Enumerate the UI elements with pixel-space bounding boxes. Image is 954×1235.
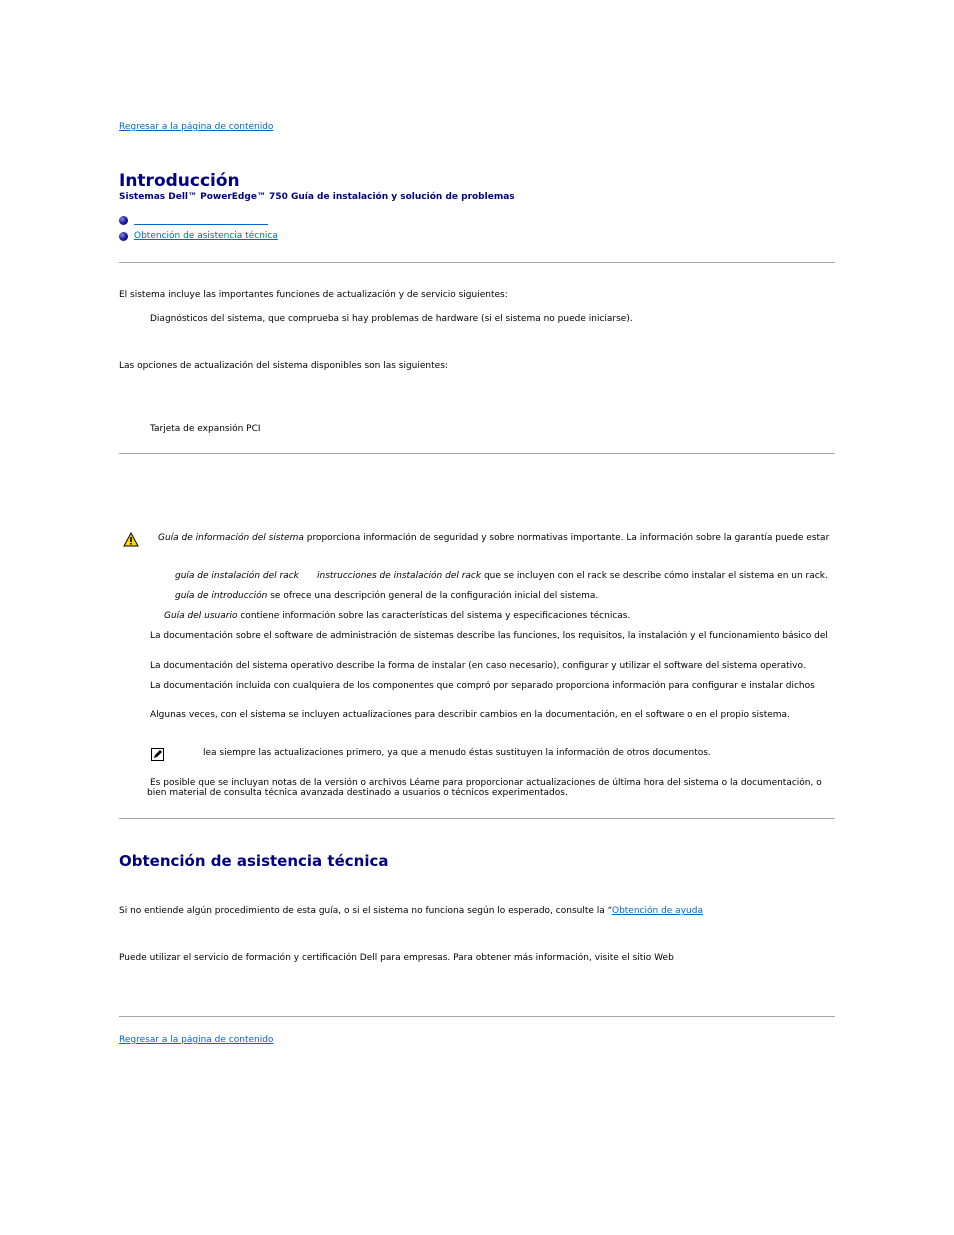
section-divider	[119, 818, 835, 819]
getting-help-link[interactable]: Obtención de ayuda	[611, 906, 703, 916]
doc-item-rack-cont: instrucciones de instalación del rack que se incluyen con el rack se describe cómo instalar el sistema en un rack.	[317, 571, 828, 581]
upgrade-list-item: Tarjeta de expansión PCI	[150, 424, 261, 434]
intro-list-item: Diagnósticos del sistema, que comprueba si hay problemas de hardware (si el sistema no puede iniciarse).	[150, 314, 633, 324]
back-to-contents-link-top[interactable]: Regresar a la página de contenido	[119, 122, 274, 132]
doc-item-getting-started: guía de introducción se ofrece una descripción general de la configuración inicial del sistema.	[175, 591, 599, 601]
readme-line-1: Es posible que se incluyan notas de la versión o archivos Léame para proporcionar actualizaciones de última hora del sistema o la documentación, o	[150, 778, 822, 788]
section-divider	[119, 453, 835, 454]
bullet-icon	[119, 216, 128, 225]
doc-item-rack: guía de instalación del rack	[175, 571, 299, 581]
support-paragraph: Si no entiende algún procedimiento de esta guía, o si el sistema no funciona según lo esperado, consulte la “Obtención de ayuda	[119, 906, 703, 916]
doc-item-components: La documentación incluida con cualquiera de los componentes que compró por separado proporciona información para configurar e instalar dichos	[150, 681, 815, 691]
page-title: Introducción	[119, 171, 240, 191]
caution-text: Guía de información del sistema proporciona información de seguridad y sobre normativas importante. La información sobre la garantía puede estar	[158, 533, 830, 543]
caution-icon	[123, 532, 139, 547]
doc-item-updates: Algunas veces, con el sistema se incluyen actualizaciones para describir cambios en la documentación, en el software o en el propio sistema.	[150, 710, 790, 720]
page-subtitle: Sistemas Dell™ PowerEdge™ 750 Guía de instalación y solución de problemas	[119, 192, 515, 202]
note-icon	[151, 748, 164, 761]
section-divider	[119, 262, 835, 263]
doc-item-os: La documentación del sistema operativo describe la forma de instalar (en caso necesario), configurar y utilizar el software del sistema operativo.	[150, 661, 806, 671]
readme-line-2: bien material de consulta técnica avanzada destinado a usuarios o técnicos experimentados.	[147, 788, 568, 798]
doc-item-management: La documentación sobre el software de administración de sistemas describe las funciones, los requisitos, la instalación y el funcionamiento básico del	[150, 631, 828, 641]
support-heading: Obtención de asistencia técnica	[119, 852, 389, 870]
upgrade-paragraph: Las opciones de actualización del sistema disponibles son las siguientes:	[119, 361, 448, 371]
training-paragraph: Puede utilizar el servicio de formación y certificación Dell para empresas. Para obtener más información, visite el sitio Web	[119, 953, 674, 963]
toc-link-support[interactable]: Obtención de asistencia técnica	[134, 231, 278, 241]
toc-link-overview[interactable]	[134, 224, 268, 225]
note-text: lea siempre las actualizaciones primero, ya que a menudo éstas sustituyen la información de otros documentos.	[203, 748, 711, 758]
bullet-icon	[119, 232, 128, 241]
back-to-contents-link-bottom[interactable]: Regresar a la página de contenido	[119, 1035, 274, 1045]
intro-paragraph: El sistema incluye las importantes funciones de actualización y de servicio siguientes:	[119, 290, 508, 300]
section-divider	[119, 1016, 835, 1017]
doc-item-users-guide: Guía del usuario contiene información sobre las características del sistema y especificaciones técnicas.	[164, 611, 631, 621]
